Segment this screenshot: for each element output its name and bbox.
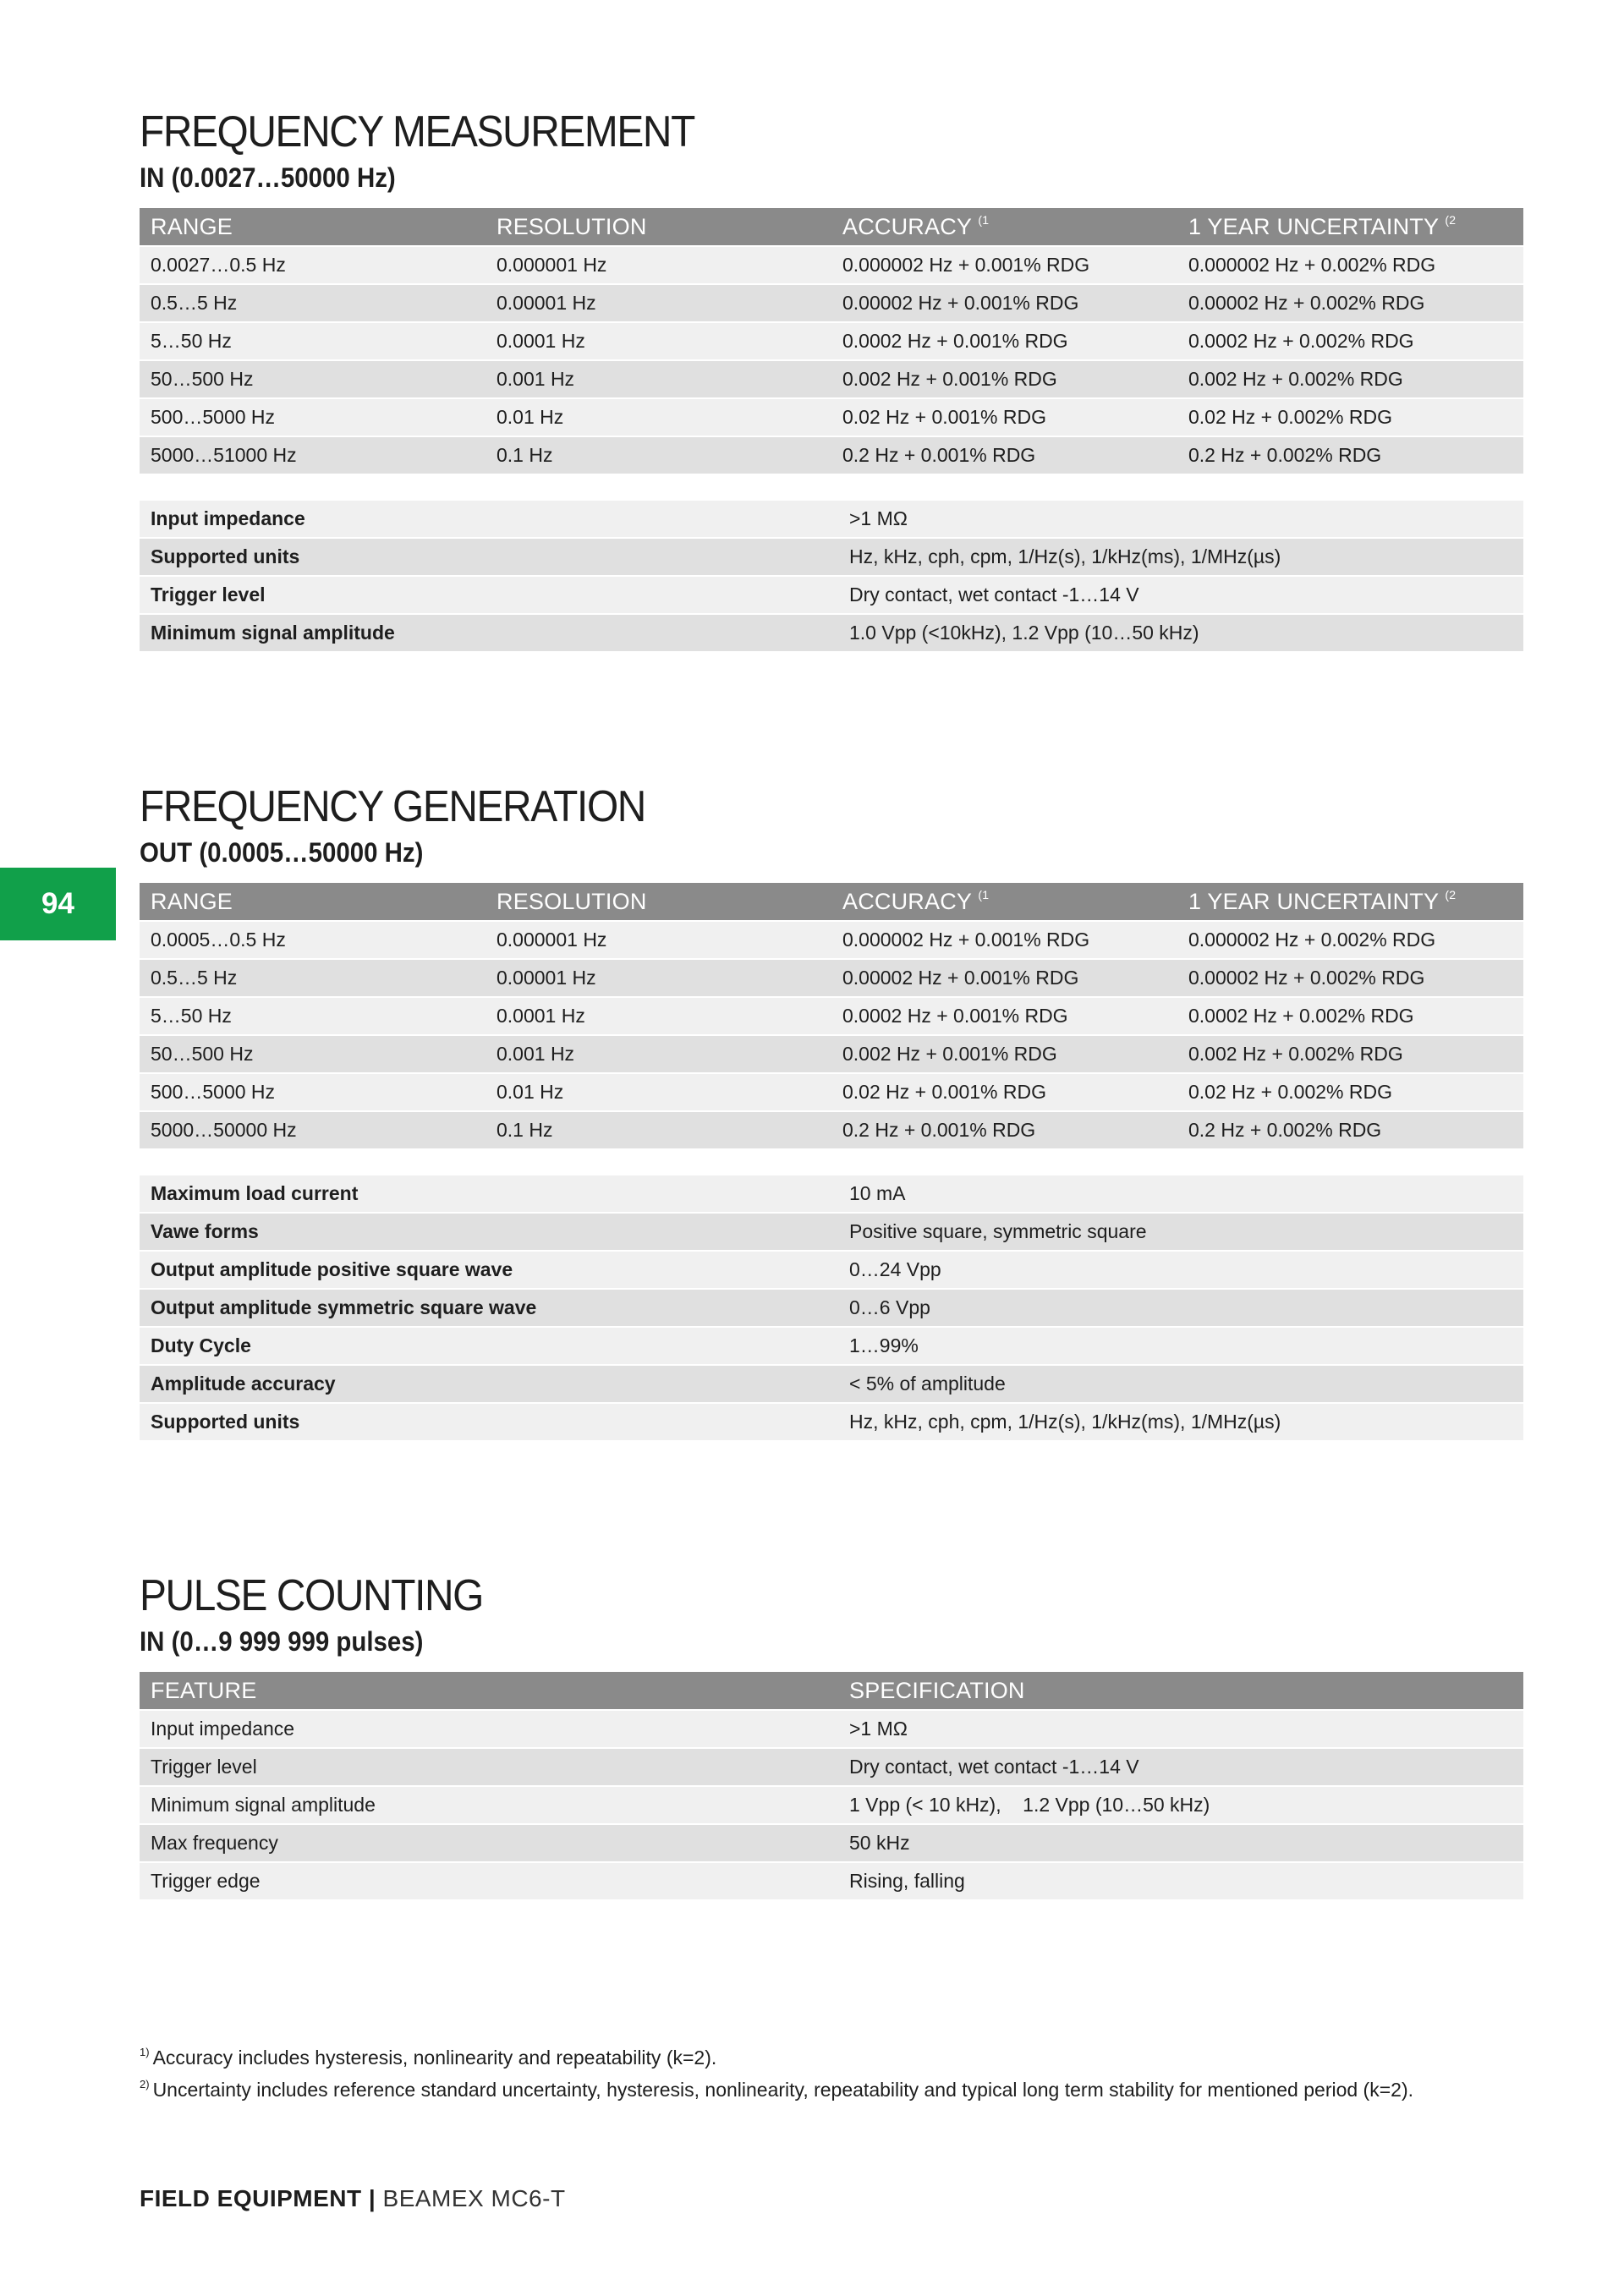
param-row: Duty Cycle 1…99% xyxy=(140,1327,1523,1365)
section-title: FREQUENCY GENERATION xyxy=(140,782,645,831)
section-title: PULSE COUNTING xyxy=(140,1571,483,1620)
section-subtitle: IN (0.0027…50000 Hz) xyxy=(140,162,396,193)
frequency-generation-params xyxy=(140,1174,1523,1440)
table-row: Minimum signal amplitude 1 Vpp (< 10 kHz), 1.2 Vpp (10…50 kHz) xyxy=(140,1786,1523,1824)
table-header-row xyxy=(140,1672,1523,1710)
table-row: 5000…51000 Hz 0.1 Hz 0.2 Hz + 0.001% RDG 0.2 Hz + 0.002% RDG xyxy=(140,436,1523,474)
col-range: RANGE xyxy=(140,883,486,921)
frequency-generation-table xyxy=(140,883,1523,1148)
table-row: 50…500 Hz 0.001 Hz 0.002 Hz + 0.001% RDG 0.002 Hz + 0.002% RDG xyxy=(140,1035,1523,1073)
param-row: Input impedance >1 MΩ xyxy=(140,500,1523,538)
param-row: Supported units Hz, kHz, cph, cpm, 1/Hz(s), 1/kHz(ms), 1/MHz(µs) xyxy=(140,538,1523,576)
param-row: Minimum signal amplitude 1.0 Vpp (<10kHz), 1.2 Vpp (10…50 kHz) xyxy=(140,614,1523,651)
col-feature: FEATURE xyxy=(140,1672,838,1710)
table-header-row xyxy=(140,883,1523,921)
footer-product: BEAMEX MC6-T xyxy=(382,2185,566,2211)
table-row: 0.0027…0.5 Hz 0.000001 Hz 0.000002 Hz + 0.001% RDG 0.000002 Hz + 0.002% RDG xyxy=(140,246,1523,284)
section-subtitle: OUT (0.0005…50000 Hz) xyxy=(140,837,424,868)
frequency-measurement-table xyxy=(140,208,1523,474)
footnote: $^{1)}$ Accuracy includes hysteresis, nonlinearity and repeatability (k=2). xyxy=(140,2046,717,2069)
page-number: 94 xyxy=(41,887,74,920)
param-row: Output amplitude symmetric square wave 0…6 Vpp xyxy=(140,1289,1523,1327)
section-title: FREQUENCY MEASUREMENT xyxy=(140,107,694,156)
table-row: 0.5…5 Hz 0.00001 Hz 0.00002 Hz + 0.001% RDG 0.00002 Hz + 0.002% RDG xyxy=(140,284,1523,322)
table-row: Trigger level Dry contact, wet contact -1…14 V xyxy=(140,1748,1523,1786)
table-row: 5…50 Hz 0.0001 Hz 0.0002 Hz + 0.001% RDG 0.0002 Hz + 0.002% RDG xyxy=(140,997,1523,1035)
param-row: Trigger level Dry contact, wet contact -1…14 V xyxy=(140,576,1523,614)
table-row: 0.5…5 Hz 0.00001 Hz 0.00002 Hz + 0.001% RDG 0.00002 Hz + 0.002% RDG xyxy=(140,959,1523,997)
section-subtitle: IN (0…9 999 999 pulses) xyxy=(140,1626,424,1657)
col-resolution: RESOLUTION xyxy=(486,883,831,921)
frequency-generation-section xyxy=(140,781,1523,1440)
param-row: Maximum load current 10 mA xyxy=(140,1175,1523,1213)
param-row: Supported units Hz, kHz, cph, cpm, 1/Hz(s), 1/kHz(ms), 1/MHz(µs) xyxy=(140,1403,1523,1440)
frequency-measurement-params xyxy=(140,499,1523,651)
col-resolution: RESOLUTION xyxy=(486,208,831,246)
table-row: Max frequency 50 kHz xyxy=(140,1824,1523,1862)
footnotes xyxy=(140,2036,1413,2101)
footer-section: FIELD EQUIPMENT | xyxy=(140,2185,376,2211)
page-number-tab xyxy=(0,868,116,940)
pulse-counting-section xyxy=(140,1570,1523,1899)
page-footer xyxy=(140,2185,566,2212)
table-row: 5000…50000 Hz 0.1 Hz 0.2 Hz + 0.001% RDG 0.2 Hz + 0.002% RDG xyxy=(140,1111,1523,1148)
col-accuracy: ACCURACY $^{(1}$ xyxy=(831,208,1177,246)
col-accuracy: ACCURACY $^{(1}$ xyxy=(831,883,1177,921)
col-uncertainty: 1 YEAR UNCERTAINTY $^{(2}$ xyxy=(1177,208,1523,246)
table-header-row xyxy=(140,208,1523,246)
param-row: Output amplitude positive square wave 0…24 Vpp xyxy=(140,1251,1523,1289)
param-row: Vawe forms Positive square, symmetric square xyxy=(140,1213,1523,1251)
table-row: 500…5000 Hz 0.01 Hz 0.02 Hz + 0.001% RDG 0.02 Hz + 0.002% RDG xyxy=(140,398,1523,436)
footnote: $^{2)}$ Uncertainty includes reference standard uncertainty, hysteresis, nonlinearity, repeatability and typical long term stability for mentioned period (k=2). xyxy=(140,2078,1413,2101)
table-row: 5…50 Hz 0.0001 Hz 0.0002 Hz + 0.001% RDG 0.0002 Hz + 0.002% RDG xyxy=(140,322,1523,360)
col-uncertainty: 1 YEAR UNCERTAINTY $^{(2}$ xyxy=(1177,883,1523,921)
table-row: 0.0005…0.5 Hz 0.000001 Hz 0.000002 Hz + 0.001% RDG 0.000002 Hz + 0.002% RDG xyxy=(140,921,1523,959)
table-row: 50…500 Hz 0.001 Hz 0.002 Hz + 0.001% RDG 0.002 Hz + 0.002% RDG xyxy=(140,360,1523,398)
param-row: Amplitude accuracy < 5% of amplitude xyxy=(140,1365,1523,1403)
col-range: RANGE xyxy=(140,208,486,246)
table-row: Input impedance >1 MΩ xyxy=(140,1710,1523,1748)
table-row: 500…5000 Hz 0.01 Hz 0.02 Hz + 0.001% RDG 0.02 Hz + 0.002% RDG xyxy=(140,1073,1523,1111)
pulse-counting-table xyxy=(140,1672,1523,1899)
frequency-measurement-section xyxy=(140,107,1523,651)
col-specification: SPECIFICATION xyxy=(838,1672,1523,1710)
table-row: Trigger edge Rising, falling xyxy=(140,1862,1523,1899)
